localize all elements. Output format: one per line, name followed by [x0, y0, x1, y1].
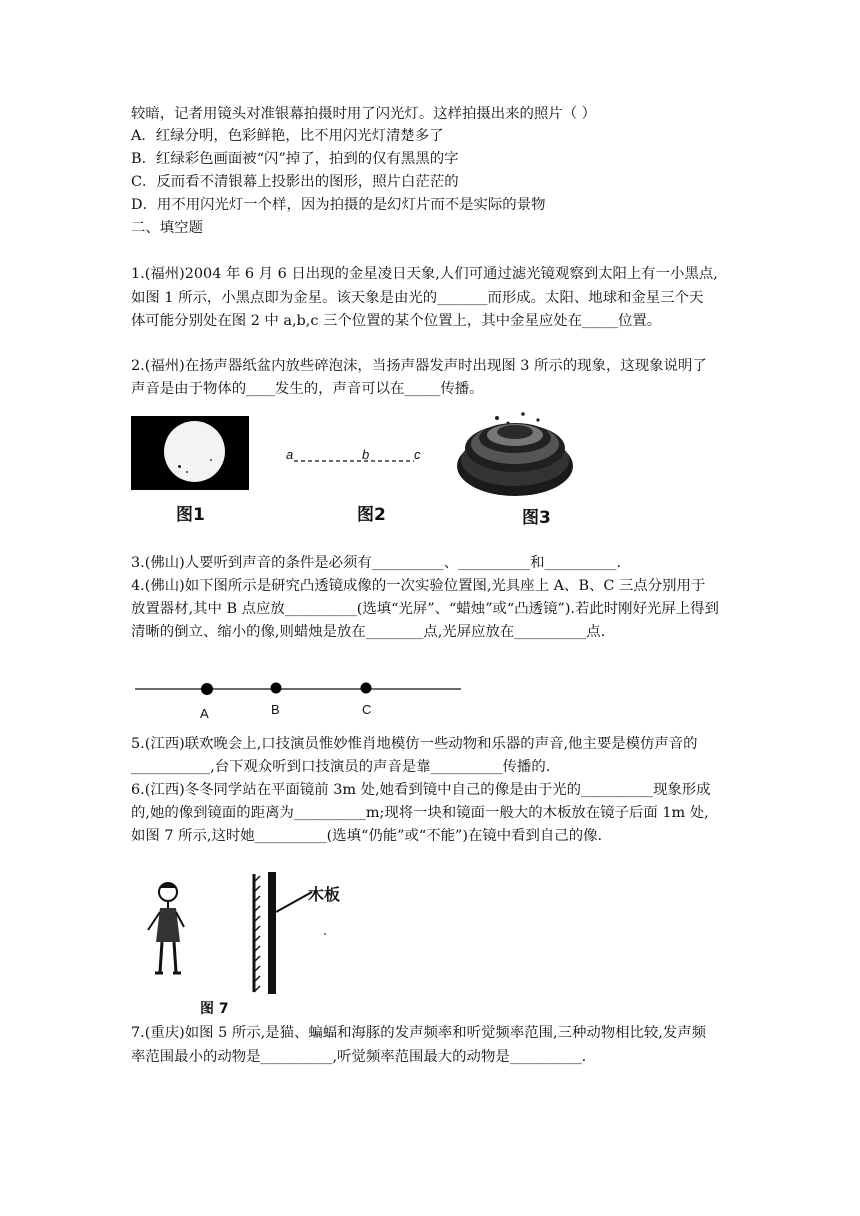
fig2-label-a: a — [286, 447, 294, 462]
option-a: A．红绿分明，色彩鲜艳，比不用闪光灯清楚多了 — [131, 128, 444, 144]
fig2-label-c: c — [414, 447, 421, 462]
q1-line-2: 如图 1 所示，小黑点即为金星。该天象是由光的_______而形成。太阳、地球和金星三个天 — [131, 290, 704, 306]
point-b-marker — [271, 683, 282, 694]
option-d: D．用不用闪光灯一个样，因为拍摄的是幻灯片而不是实际的景物 — [131, 197, 546, 213]
q4-line-3: 清晰的倒立、缩小的像,则蜡烛是放在________点,光屏应放在__________点. — [131, 624, 606, 640]
bench-label-c: C — [362, 702, 372, 717]
bench-label-b: B — [271, 702, 280, 717]
sun-disc — [164, 421, 225, 482]
q6-line-2: 的,她的像到镜面的距离为__________m;现将一块和镜面一般大的木板放在镜子后面 1m 处, — [131, 805, 709, 821]
figure-3-speaker — [453, 408, 578, 500]
q4-line-1: 4.(佛山)如下图所示是研究凸透镜成像的一次实验位置图,光具座上 A、B、C 三点分别用于 — [131, 578, 706, 594]
q6-line-3: 如图 7 所示,这时她__________(选填“仍能”或“不能”)在镜中看到自己的像. — [131, 828, 603, 844]
wooden-board — [268, 872, 276, 994]
q2-line-1: 2.(福州)在扬声器纸盆内放些碎泡沫，当扬声器发声时出现图 3 所示的现象，这现象说明了 — [131, 358, 707, 374]
figure-2-caption: 图2 — [357, 505, 386, 525]
option-c: C．反而看不清银幕上投影出的图形，照片白茫茫的 — [131, 174, 459, 190]
girl-figure — [148, 883, 184, 973]
fig2-label-b: b — [362, 447, 370, 462]
q1-line-1: 1.(福州)2004 年 6 月 6 日出现的金星凌日天象,人们可通过滤光镜观察到太阳上有一小黑点, — [131, 266, 718, 282]
option-b: B．红绿彩色画面被“闪”掉了，拍到的仅有黑黑的字 — [131, 151, 459, 167]
venus-spot — [178, 465, 181, 468]
q6-line-1: 6.(江西)冬冬同学站在平面镜前 3m 处,她看到镜中自己的像是由于光的__________现象形成 — [131, 782, 711, 798]
point-c-marker — [361, 683, 372, 694]
bench-label-a: A — [200, 706, 209, 721]
question-text: 较暗，记者用镜头对准银幕拍摄时用了闪光灯。这样拍摄出来的照片（ ） — [131, 106, 597, 122]
section-title: 二、填空题 — [131, 220, 203, 236]
figure-1-sun-image — [131, 416, 249, 490]
q7-line-2: 率范围最小的动物是__________,听觉频率范围最大的动物是__________. — [131, 1049, 587, 1065]
mirror — [254, 874, 260, 992]
q5-line-1: 5.(江西)联欢晚会上,口技演员惟妙惟肖地模仿一些动物和乐器的声音,他主要是模仿声音的 — [131, 736, 698, 752]
figure-1-caption: 图1 — [176, 505, 205, 525]
q2-line-2: 声音是由于物体的____发生的，声音可以在_____传播。 — [131, 381, 484, 397]
figure-3-caption: 图3 — [522, 508, 551, 528]
q4-line-2: 放置器材,其中 B 点应放__________(选填“光屏”、“蜡烛”或“凸透镜”).若此时刚好光屏上得到 — [131, 601, 719, 617]
figure-2-diagram — [282, 448, 432, 468]
board-pointer-line — [276, 892, 312, 912]
board-label: 木板 — [308, 885, 341, 904]
q7-line-1: 7.(重庆)如图 5 所示,是猫、蝙蝠和海豚的发声频率和听觉频率范围,三种动物相比较,发声频 — [131, 1025, 707, 1041]
optical-bench — [131, 680, 466, 700]
q3-line-1: 3.(佛山)人要听到声音的条件是必须有__________、__________和__________. — [131, 555, 622, 571]
q5-line-2: ___________,台下观众听到口技演员的声音是靠__________传播的. — [131, 759, 551, 775]
figure-7-caption: 图 7 — [200, 1001, 229, 1017]
point-a-marker — [201, 683, 213, 695]
q1-line-3: 体可能分别处在图 2 中 a,b,c 三个位置的某个位置上，其中金星应处在_____位置。 — [131, 313, 662, 329]
